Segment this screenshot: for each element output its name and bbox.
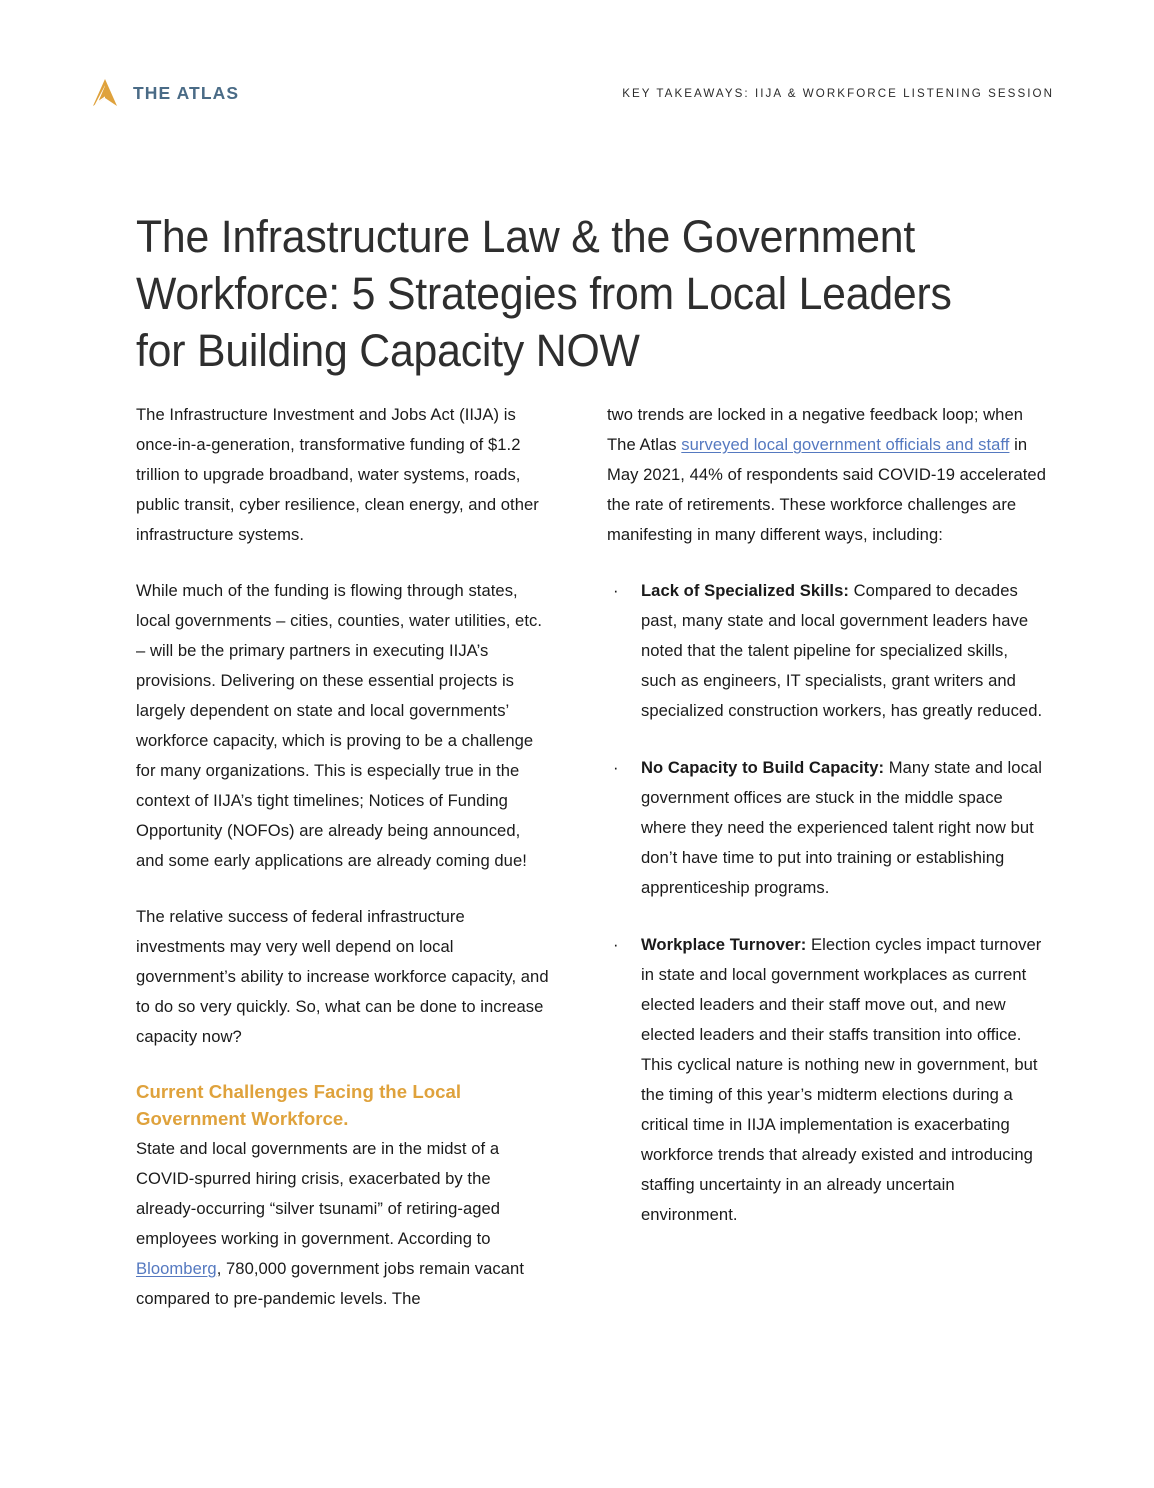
list-item [607, 930, 1047, 1230]
challenges-bullet-list [607, 576, 1047, 1230]
survey-link[interactable]: surveyed local government officials and staff [681, 435, 1010, 454]
bullet-lead: Workplace Turnover: [641, 935, 807, 954]
page-header [88, 68, 1054, 118]
paragraph-funding-flow: While much of the funding is flowing through states, local governments – cities, counties, water utilities, etc. – will be the primary partners in executing IIJA’s provisions. Delivering on these essential projects is largely dependent on state and local governments’ workforce capacity, which is proving to be a challenge for many organizations. This is especially true in the context of IIJA’s tight timelines; Notices of Funding Opportunity (NOFOs) are already being announced, and some early applications are already coming due! [136, 581, 542, 870]
bullet-text: Election cycles impact turnover in state and local government workplaces as current elected leaders and their staff move out, and new elected leaders and their staffs transition into office. This cyclical nature is nothing new in government, but the timing of this year’s midterm elections during a critical time in IIJA implementation is exacerbating workforce trends that already existed and introducing staffing uncertainty in an already uncertain environment. [641, 935, 1042, 1224]
page-title: The Infrastructure Law & the Government Workforce: 5 Strategies from Local Leaders for Building Capacity NOW [136, 211, 952, 377]
bullet-dot-icon: · [613, 935, 619, 954]
paragraph-relative-success: The relative success of federal infrastructure investments may very well depend on local government’s ability to increase workforce capacity, and to do so very quickly. So, what can be done to increase capacity now? [136, 907, 549, 1046]
list-item [607, 576, 1047, 726]
bullet-text: Many state and local government offices are stuck in the middle space where they need the experienced talent right now but don’t have time to put into training or establishing apprenticeship programs. [641, 758, 1042, 897]
paragraph-intro: The Infrastructure Investment and Jobs Act (IIJA) is once-in-a-generation, transformative funding of $1.2 trillion to upgrade broadband, water systems, roads, public transit, cyber resilience, clean energy, and other infrastructure systems. [136, 405, 539, 544]
section-heading-current-challenges: Current Challenges Facing the Local Government Workforce. [136, 1081, 462, 1129]
bullet-dot-icon: · [613, 758, 619, 777]
bloomberg-link[interactable]: Bloomberg [136, 1259, 217, 1278]
paragraph-hiring-crisis-part2: , 780,000 government jobs remain vacant compared to pre-pandemic levels. The [136, 1259, 524, 1308]
brand-logo[interactable] [88, 76, 239, 110]
paragraph-feedback-loop-part1: two trends are locked in a negative feedback loop; when The Atlas [607, 405, 1024, 454]
bullet-lead: No Capacity to Build Capacity: [641, 758, 885, 777]
brand-name: THE ATLAS [133, 82, 240, 103]
right-column [607, 400, 1047, 1314]
list-item [607, 753, 1047, 903]
paragraph-feedback-loop [607, 400, 1047, 550]
atlas-compass-icon [88, 76, 122, 110]
article-columns [136, 400, 1046, 1314]
paragraph-hiring-crisis-part1: State and local governments are in the midst of a COVID-spurred hiring crisis, exacerbated by the already-occurring “silver tsunami” of retiring-aged employees working in government. According to [136, 1139, 501, 1248]
paragraph-feedback-loop-part2: in May 2021, 44% of respondents said COVID-19 accelerated the rate of retirements. These workforce challenges are manifesting in many different ways, including: [607, 435, 1046, 544]
paragraph-hiring-crisis [136, 1134, 550, 1314]
bullet-text: Compared to decades past, many state and local government leaders have noted that the talent pipeline for specialized skills, such as engineers, IT specialists, grant writers and specialized construction workers, has greatly reduced. [641, 581, 1043, 720]
bullet-dot-icon: · [613, 581, 619, 600]
bullet-lead: Lack of Specialized Skills: [641, 581, 849, 600]
left-column [136, 400, 550, 1314]
header-kicker: KEY TAKEAWAYS: IIJA & WORKFORCE LISTENING SESSION [622, 86, 1054, 100]
